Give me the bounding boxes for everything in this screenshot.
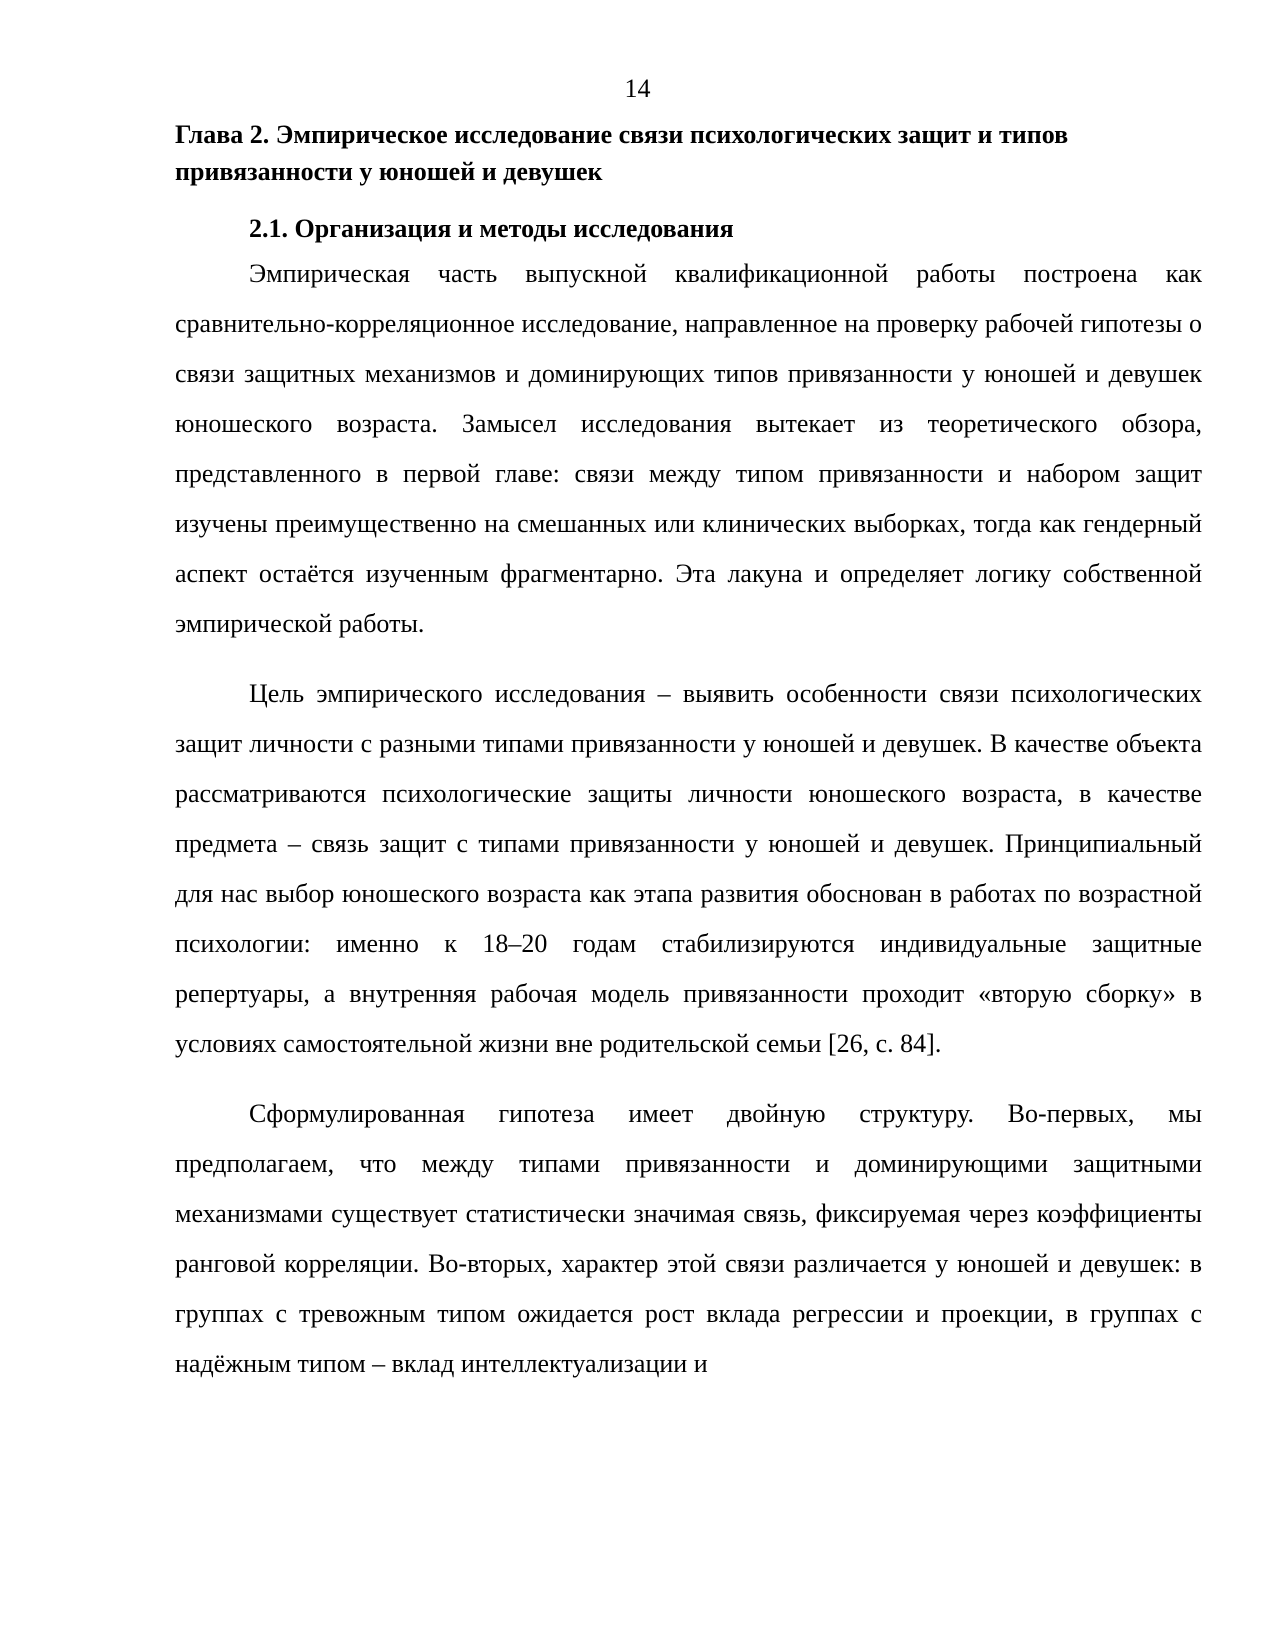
paragraph-1: Эмпирическая часть выпускной квалификационной работы построена как сравнительно-корреляционное исследование, направленное на проверку рабочей гипотезы о связи защитных механизмов и доминирующих типов привязанности у юношей и девушек юношеского возраста. Замысел исследования вытекает из теоретического обзора, представленного в первой главе: связи между типом привязанности и набором защит изучены преимущественно на смешанных или клинических выборках, тогда как гендерный аспект остаётся изученным фрагментарно. Эта лакуна и определяет логику собственной эмпирической работы. [175, 259, 1202, 638]
section-title: 2.1. Организация и методы исследования [249, 214, 734, 243]
paragraph-3: Сформулированная гипотеза имеет двойную структуру. Во-первых, мы предполагаем, что между типами привязанности и доминирующими защитными механизмами существует статистически значимая связь, фиксируемая через коэффициенты ранговой корреляции. Во-вторых, характер этой связи различается у юношей и девушек: в группах с тревожным типом ожидается рост вклада регрессии и проекции, в группах с надёжным типом – вклад интеллектуализации и [175, 1099, 1202, 1378]
page-content [175, 116, 1202, 1389]
paragraph-2: Цель эмпирического исследования – выявить особенности связи психологических защит личности с разными типами привязанности у юношей и девушек. В качестве объекта рассматриваются психологические защиты личности юношеского возраста, в качестве предмета – связь защит с типами привязанности у юношей и девушек. Принципиальный для нас выбор юношеского возраста как этапа развития обоснован в работах по возрастной психологии: именно к 18–20 годам стабилизируются индивидуальные защитные репертуары, а внутренняя рабочая модель привязанности проходит «вторую сборку» в условиях самостоятельной жизни вне родительской семьи [26, с. 84]. [175, 679, 1202, 1058]
page-number: 14 [624, 74, 651, 103]
chapter-title: Глава 2. Эмпирическое исследование связи психологических защит и типов привязанности у юношей и девушек [175, 120, 1069, 186]
